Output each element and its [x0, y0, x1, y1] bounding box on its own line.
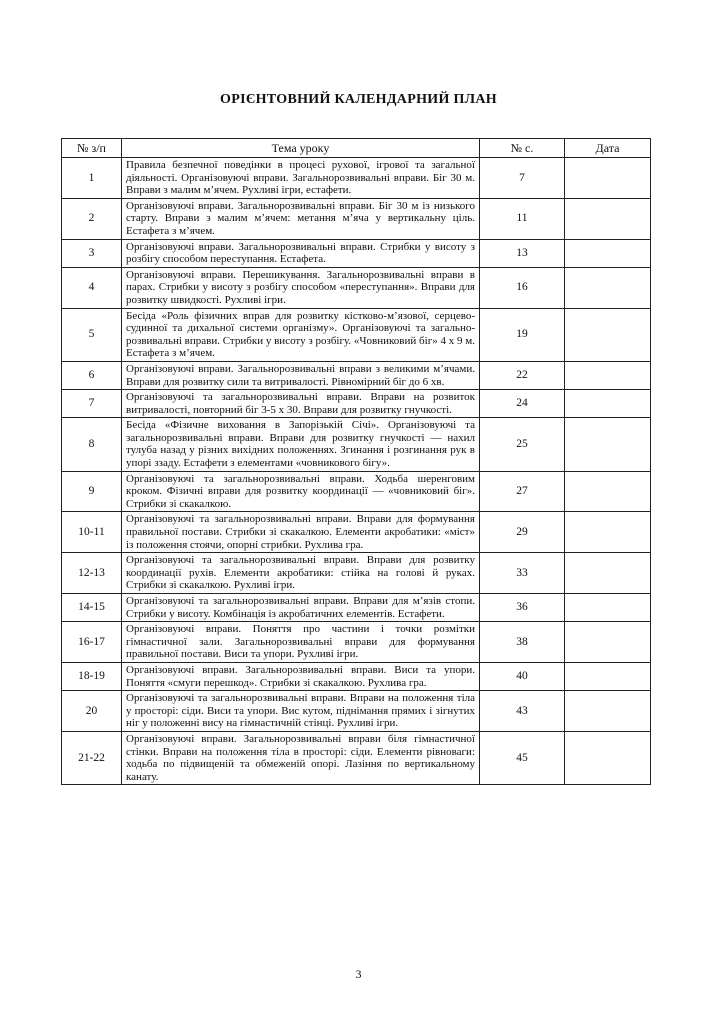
table-row: [62, 239, 651, 267]
row-topic: Організовуючі та загальнорозвивальні вправи. Вправи на розвиток витривалості, повторний біг 3-5 х 30. Вправи для розвитку гнучкості.: [122, 390, 480, 418]
table-row: [62, 553, 651, 594]
header-number: № з/п: [62, 139, 122, 158]
row-number: 2: [62, 198, 122, 239]
row-topic: Організовуючі та загальнорозвивальні вправи. Вправи на положення тіла у просторі: сіди. Виси та упори. Вис кутом, піднімання прямих і зігнутих ніг у положенні вису на гімнастичній стінці. Рухливі ігри.: [122, 691, 480, 732]
row-topic: Організовуючі вправи. Загальнорозвивальні вправи. Виси та упори. Поняття «смуги перешкод». Стрибки зі скакалкою. Рухлива гра.: [122, 662, 480, 690]
row-page: 16: [480, 267, 565, 308]
row-number: 10-11: [62, 512, 122, 553]
row-number: 21-22: [62, 731, 122, 784]
row-topic: Організовуючі вправи. Загальнорозвивальні вправи. Стрибки у висоту з розбігу способом переступання. Естафета.: [122, 239, 480, 267]
row-number: 4: [62, 267, 122, 308]
row-date: [565, 308, 651, 361]
table-row: [62, 662, 651, 690]
table-row: [62, 418, 651, 471]
row-topic: Бесіда «Фізичне виховання в Запорізькій Січі». Організовуючі та загальнорозвивальні вправи. Вправи для розвитку гнучкості — нахил тулуба назад у різних вихідних положеннях. Згинання і розгинання рук в упорі ззаду. Естафети з елементами «човникового бігу».: [122, 418, 480, 471]
row-date: [565, 691, 651, 732]
calendar-plan-table: [61, 138, 651, 785]
row-number: 12-13: [62, 553, 122, 594]
row-page: 38: [480, 622, 565, 663]
table-row: [62, 267, 651, 308]
row-page: 43: [480, 691, 565, 732]
row-date: [565, 267, 651, 308]
table-body: [62, 158, 651, 785]
table-row: [62, 471, 651, 512]
row-date: [565, 594, 651, 622]
row-date: [565, 731, 651, 784]
row-number: 3: [62, 239, 122, 267]
row-date: [565, 158, 651, 199]
table-row: [62, 512, 651, 553]
row-page: 7: [480, 158, 565, 199]
row-topic: Організовуючі вправи. Загальнорозвивальні вправи. Біг 30 м із низького старту. Вправи з малим м’ячем: метання м’яча у вертикальну ціль. Естафета з м’ячем.: [122, 198, 480, 239]
table-row: [62, 731, 651, 784]
row-topic: Організовуючі та загальнорозвивальні вправи. Вправи для формування правильної постави. Стрибки зі скакалкою. Елементи акробатики: «міст» із положення стоячи, опорні стрибки. Рухлива гра.: [122, 512, 480, 553]
row-date: [565, 471, 651, 512]
table-row: [62, 198, 651, 239]
row-topic: Організовуючі вправи. Загальнорозвивальні вправи біля гімнастичної стінки. Вправи на положення тіла в просторі: сіди. Елементи рівноваги: ходьба по підвищеній та обмеженій опорі. Лазіння по вертикальному канату.: [122, 731, 480, 784]
table-row: [62, 622, 651, 663]
row-number: 1: [62, 158, 122, 199]
table-row: [62, 390, 651, 418]
row-page: 40: [480, 662, 565, 690]
table-row: [62, 158, 651, 199]
row-date: [565, 553, 651, 594]
header-date: Дата: [565, 139, 651, 158]
row-page: 19: [480, 308, 565, 361]
row-number: 14-15: [62, 594, 122, 622]
row-number: 9: [62, 471, 122, 512]
table-row: [62, 361, 651, 389]
row-number: 5: [62, 308, 122, 361]
table-row: [62, 308, 651, 361]
row-page: 11: [480, 198, 565, 239]
row-page: 29: [480, 512, 565, 553]
table-row: [62, 594, 651, 622]
row-page: 24: [480, 390, 565, 418]
row-number: 8: [62, 418, 122, 471]
row-topic: Організовуючі вправи. Перешикування. Загальнорозвивальні вправи в парах. Стрибки у висоту з розбігу способом «переступання». Вправи для розвитку швидкості. Рухливі ігри.: [122, 267, 480, 308]
row-page: 45: [480, 731, 565, 784]
row-page: 33: [480, 553, 565, 594]
table-row: [62, 691, 651, 732]
page-title: ОРІЄНТОВНИЙ КАЛЕНДАРНИЙ ПЛАН: [220, 92, 497, 107]
row-topic: Організовуючі вправи. Поняття про частини і точки розмітки гімнастичної зали. Загальнорозвивальні вправи для формування правильної постави. Виси та упори. Рухливі ігри.: [122, 622, 480, 663]
row-number: 7: [62, 390, 122, 418]
row-date: [565, 198, 651, 239]
row-number: 6: [62, 361, 122, 389]
row-date: [565, 512, 651, 553]
row-number: 20: [62, 691, 122, 732]
row-number: 16-17: [62, 622, 122, 663]
row-date: [565, 390, 651, 418]
row-page: 22: [480, 361, 565, 389]
row-topic: Організовуючі та загальнорозвивальні вправи. Ходьба шеренговим кроком. Фізичні вправи для розвитку координації — «човниковий біг». Стрибки зі скакалкою.: [122, 471, 480, 512]
row-date: [565, 361, 651, 389]
table-header-row: [62, 139, 651, 158]
row-topic: Організовуючі та загальнорозвивальні вправи. Вправи для м’язів стопи. Стрибки у висоту. Комбінація із акробатичних елементів. Естафети.: [122, 594, 480, 622]
row-date: [565, 662, 651, 690]
row-page: 25: [480, 418, 565, 471]
row-page: 36: [480, 594, 565, 622]
row-number: 18-19: [62, 662, 122, 690]
row-date: [565, 622, 651, 663]
header-topic: Тема уроку: [122, 139, 480, 158]
header-page: № с.: [480, 139, 565, 158]
row-topic: Організовуючі вправи. Загальнорозвивальні вправи з великими м’ячами. Вправи для розвитку сили та витривалості. Рівномірний біг до 6 хв.: [122, 361, 480, 389]
page-number: 3: [355, 967, 362, 981]
row-page: 27: [480, 471, 565, 512]
row-topic: Правила безпечної поведінки в процесі рухової, ігрової та загальної діяльності. Організовуючі вправи. Загальнорозвивальні вправи. Біг 30 м. Вправи з малим м’ячем. Рухливі ігри, естафети.: [122, 158, 480, 199]
row-topic: Організовуючі та загальнорозвивальні вправи. Вправи для розвитку координації рухів. Елементи акробатики: стійка на голові й руках. Стрибки зі скакалкою. Рухливі ігри.: [122, 553, 480, 594]
row-date: [565, 418, 651, 471]
row-page: 13: [480, 239, 565, 267]
row-date: [565, 239, 651, 267]
row-topic: Бесіда «Роль фізичних вправ для розвитку кістково-м’язової, серцево-судинної та дихальної системи організму». Організовуючі та загально-розвивальні вправи. Стрибки у висоту з розбігу. «Човниковий біг» 4 х 9 м. Естафета з м’ячем.: [122, 308, 480, 361]
